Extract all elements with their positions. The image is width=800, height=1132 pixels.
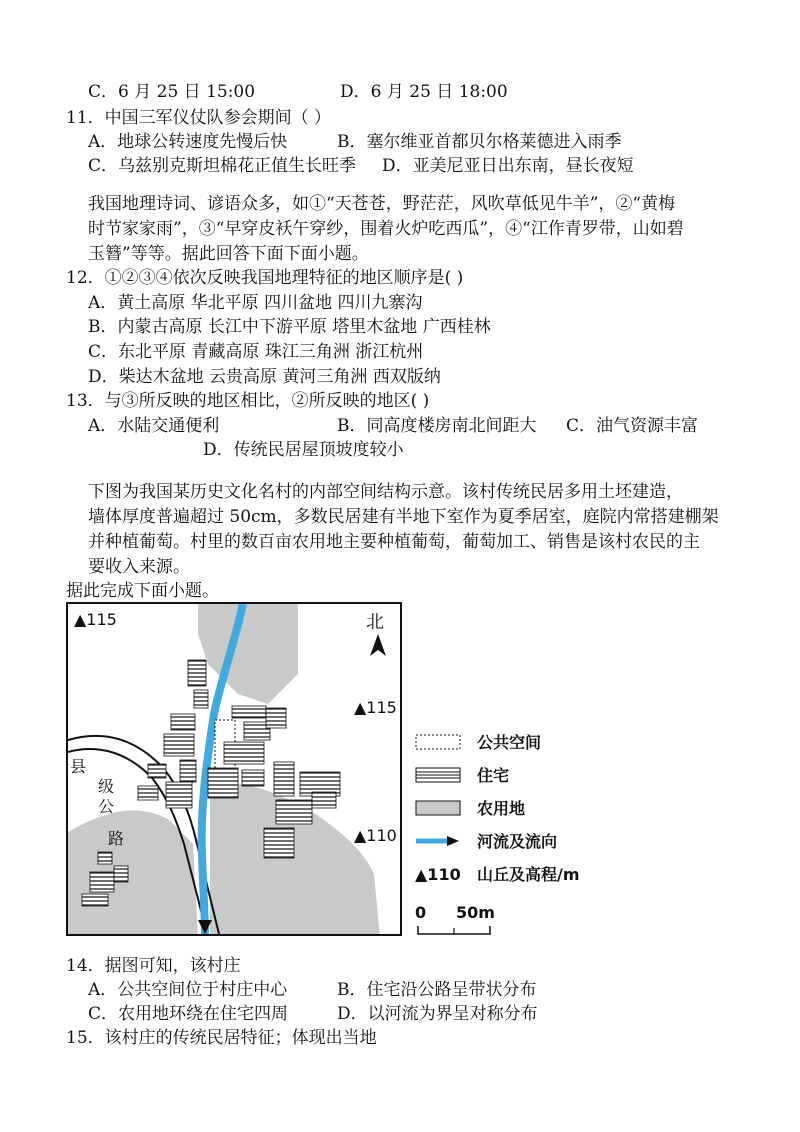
- north-arrow: [370, 634, 386, 656]
- village-map-drawing: [68, 604, 402, 936]
- road-label-char: 级: [98, 777, 115, 796]
- passage1-line1: 我国地理诗词、谚语众多，如①“天苍苍，野茫茫，风吹草低见牛羊”，②“黄梅: [88, 194, 676, 214]
- q11-option-a: A．地球公转速度先慢后快: [88, 132, 288, 152]
- q13-option-d: D．传统民居屋顶坡度较小: [203, 440, 404, 460]
- scale-bar: [416, 924, 496, 938]
- passage2-line1: 下图为我国某历史文化名村的内部空间结构示意。该村传统民居多用土坯建造，: [88, 482, 683, 502]
- q10-option-d: D．6 月 25 日 18:00: [340, 82, 508, 102]
- river-arrow-icon: [415, 833, 461, 849]
- passage2-line3: 并种植葡萄。村里的数百亩农用地主要种植葡萄，葡萄加工、销售是该村农民的主: [88, 532, 700, 552]
- q14-option-d: D．以河流为界呈对称分布: [337, 1004, 538, 1024]
- passage1-line2: 时节家家雨”，③“早穿皮袄午穿纱，围着火炉吃西瓜”，④“江作青罗带，山如碧: [88, 219, 684, 239]
- scale-zero-label: 0: [415, 903, 427, 922]
- q13-option-a: A．水陆交通便利: [88, 416, 220, 436]
- q14-stem: 14．据图可知，该村庄: [66, 956, 241, 976]
- q14-option-a: A．公共空间位于村庄中心: [88, 980, 288, 1000]
- passage2-line2: 墙体厚度普遍超过 50cm，多数民居建有半地下室作为夏季居室，庭院内常搭建棚架: [88, 507, 719, 527]
- legend-label: 山丘及高程/m: [477, 865, 580, 884]
- legend-river: [415, 829, 615, 855]
- gray-box-icon: [415, 800, 461, 816]
- q11-option-d: D．亚美尼亚日出东南，昼长夜短: [382, 156, 634, 176]
- q13-option-b: B．同高度楼房南北间距大: [337, 416, 537, 436]
- legend-label: 河流及流向: [477, 832, 558, 851]
- q10-option-c: C．6 月 25 日 15:00: [88, 82, 256, 102]
- passage1-line3: 玉簪”等等。据此回答下面下面小题。: [88, 244, 369, 264]
- q12-option-a: A．黄土高原 华北平原 四川盆地 四川九寨沟: [88, 293, 423, 313]
- legend-hill: [415, 862, 635, 888]
- scale-end-label: 50m: [456, 903, 495, 922]
- q12-option-c: C．东北平原 青藏高原 珠江三角洲 浙江杭州: [88, 342, 424, 362]
- river-flow-arrow: [198, 920, 212, 934]
- q12-option-b: B．内蒙古高原 长江中下游平原 塔里木盆地 广西桂林: [88, 317, 491, 337]
- hill-elevation-right-lower: ▲110: [354, 826, 397, 845]
- passage2-line4: 要收入来源。: [88, 557, 190, 577]
- village-map: [66, 602, 402, 936]
- striped-box-icon: [415, 767, 461, 783]
- q13-stem: 13．与③所反映的地区相比，②所反映的地区( ): [66, 391, 430, 411]
- q12-option-d: D．柴达木盆地 云贵高原 黄河三角洲 西双版纳: [88, 367, 441, 387]
- q14-option-c: C．农用地环绕在住宅四周: [88, 1004, 289, 1024]
- farmland-area: [198, 604, 298, 704]
- passage2-line5: 据此完成下面小题。: [66, 581, 219, 601]
- road-label-char: 路: [108, 829, 125, 848]
- q14-option-b: B．住宅沿公路呈带状分布: [337, 980, 537, 1000]
- legend-label: 公共空间: [477, 733, 542, 752]
- legend-residential: [415, 763, 615, 789]
- road-label-char: 公: [98, 797, 115, 816]
- legend-label: 农用地: [477, 799, 526, 818]
- legend-public-space: [415, 730, 615, 756]
- q12-stem: 12．①②③④依次反映我国地理特征的地区顺序是( ): [66, 268, 464, 288]
- q13-option-c: C．油气资源丰富: [566, 416, 699, 436]
- q11-option-c: C．乌兹别克斯坦棉花正值生长旺季: [88, 156, 357, 176]
- legend-farmland: [415, 796, 615, 822]
- legend-label: 住宅: [477, 766, 510, 785]
- hill-elevation-right-upper: ▲115: [354, 698, 397, 717]
- q15-stem: 15．该村庄的传统民居特征；体现出当地: [66, 1028, 377, 1048]
- q11-option-b: B．塞尔维亚首都贝尔格莱德进入雨季: [337, 132, 622, 152]
- road-label-char: 县: [70, 757, 87, 776]
- hill-elevation-top-left: ▲115: [74, 610, 117, 629]
- north-label: 北: [366, 612, 384, 633]
- dotted-box-icon: [415, 734, 461, 750]
- q11-stem: 11．中国三军仪仗队参会期间（ ）: [66, 108, 332, 128]
- triangle-icon: ▲110: [415, 865, 461, 884]
